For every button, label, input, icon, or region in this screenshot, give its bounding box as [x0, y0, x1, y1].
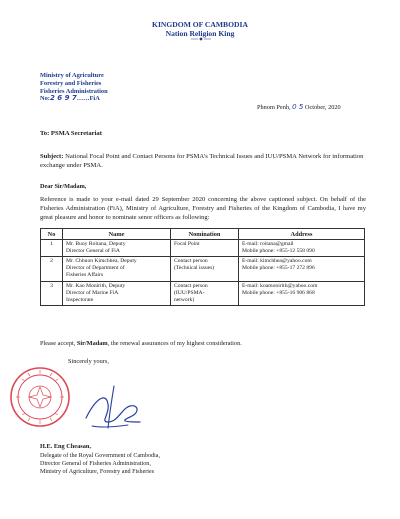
phone-line: Mobile phone: +855-12 558 090 — [242, 248, 315, 255]
recipient: To: PSMA Secretariat — [40, 130, 102, 137]
cell-nomination — [171, 281, 239, 305]
nomination-line: (Technical issues) — [174, 265, 215, 272]
name-line: Mr. Chhuon Kimchhea, Deputy — [66, 258, 137, 265]
table-header-row — [41, 229, 365, 240]
kingdom-motto: Nation Religion King — [165, 29, 235, 38]
signatory-title-2: Director General of Fisheries Administration, — [40, 461, 151, 467]
col-header-no: No — [41, 229, 63, 240]
ministry-line-1: Ministry of Agriculture — [40, 72, 104, 79]
ministry-line-3: Fisheries Administration — [40, 87, 108, 95]
cell-no: 2 — [41, 257, 63, 281]
date-prefix: Phnom Penh, — [257, 104, 291, 111]
phone-line: Mobile phone: +855-17 272 896 — [242, 265, 315, 272]
email-line: E-mail: kimchhea@yahoo.com — [242, 258, 312, 265]
ornament-divider-icon — [190, 37, 212, 41]
cell-address — [239, 281, 365, 305]
reference-suffix: FiA — [89, 95, 100, 103]
email-line: E-mail: koamonirith@yahoo.com — [242, 282, 318, 289]
signatory-title-1: Delegate of the Royal Government of Cambodia, — [40, 453, 160, 459]
letter-date — [257, 103, 341, 111]
ministry-line-2: Forestry and Fisheries — [40, 79, 102, 87]
table-row — [41, 257, 365, 281]
nomination-line: Contact person — [174, 258, 208, 265]
nomination-table — [40, 228, 365, 306]
closing-bold: Sir/Madam — [76, 340, 108, 347]
reference-number: No:2 6 9 7……FiA — [40, 94, 100, 103]
cell-name — [63, 281, 171, 305]
signatory-title-3: Ministry of Agriculture, Forestry and Fisheries — [40, 469, 155, 475]
cell-name — [63, 240, 171, 257]
subject-text: National Focal Point and Contact Persons for PSMA’s Technical Issues and IUU/PSMA Network for information exchange under PSMA. — [40, 153, 364, 169]
kingdom-title: KINGDOM OF CAMBODIA — [152, 20, 248, 29]
salutation: Dear Sir/Madam, — [40, 183, 87, 190]
cell-name — [63, 257, 171, 281]
official-seal-stamp-icon — [8, 365, 72, 429]
reference-label: No: — [40, 95, 50, 103]
name-line: Mr. Buoy Roitana, Deputy — [66, 241, 126, 248]
cell-address — [239, 257, 365, 281]
date-rest: October, 2020 — [304, 104, 341, 111]
body-paragraph: Reference is made to your e-mail dated 29 September 2020 concerning the above captioned subject. On behalf of the Fisheries Administration (FiA), Ministry of Agriculture, Forestry and Fisheries of the Kingdom of Cambodia, I have my great pleasure and honor to nominate senor officers as following: — [40, 196, 366, 221]
name-line: Mr. Kao Monirith, Deputy — [66, 282, 126, 289]
cell-no: 3 — [41, 281, 63, 305]
col-header-nomination: Nomination — [171, 229, 239, 240]
cell-nomination — [171, 257, 239, 281]
subject-line — [40, 153, 366, 170]
table-row — [41, 281, 365, 305]
sincerely-line: Sincerely yours, — [68, 358, 109, 365]
cell-address — [239, 240, 365, 257]
nomination-line: Focal Point — [174, 241, 200, 248]
col-header-name: Name — [63, 229, 171, 240]
subject-label: Subject: — [40, 153, 64, 160]
nomination-line: (IUU/PSMA- — [174, 289, 205, 296]
col-header-address: Address — [239, 229, 365, 240]
closing-prefix: Please accept, — [40, 340, 76, 347]
cell-no: 1 — [41, 240, 63, 257]
phone-line: Mobile phone: +855-16 906 868 — [242, 289, 315, 296]
nomination-line: network) — [174, 296, 195, 303]
name-line: Fisheries Affairs — [66, 272, 104, 279]
cell-nomination — [171, 240, 239, 257]
name-line: Inspectorate — [66, 296, 94, 303]
nomination-line: Contact person — [174, 282, 208, 289]
signatory-name: H.E. Eng Cheasan, — [40, 443, 91, 450]
email-line: E-mail: roitana@gmail — [242, 241, 294, 248]
letterhead-kingdom — [0, 20, 400, 38]
name-line: Director of Marine FiA — [66, 289, 119, 296]
closing-line — [40, 340, 242, 347]
closing-rest: , the renewal assurances of my highest consideration. — [107, 340, 242, 347]
table-row — [41, 240, 365, 257]
name-line: Director of Department of — [66, 265, 125, 272]
date-day-handwritten: 0 5 — [292, 103, 304, 111]
name-line: Director General of FiA — [66, 248, 120, 255]
reference-number-handwritten: 2 6 9 7 — [49, 94, 77, 103]
ministry-block — [40, 72, 108, 103]
handwritten-signature-icon — [78, 378, 148, 438]
